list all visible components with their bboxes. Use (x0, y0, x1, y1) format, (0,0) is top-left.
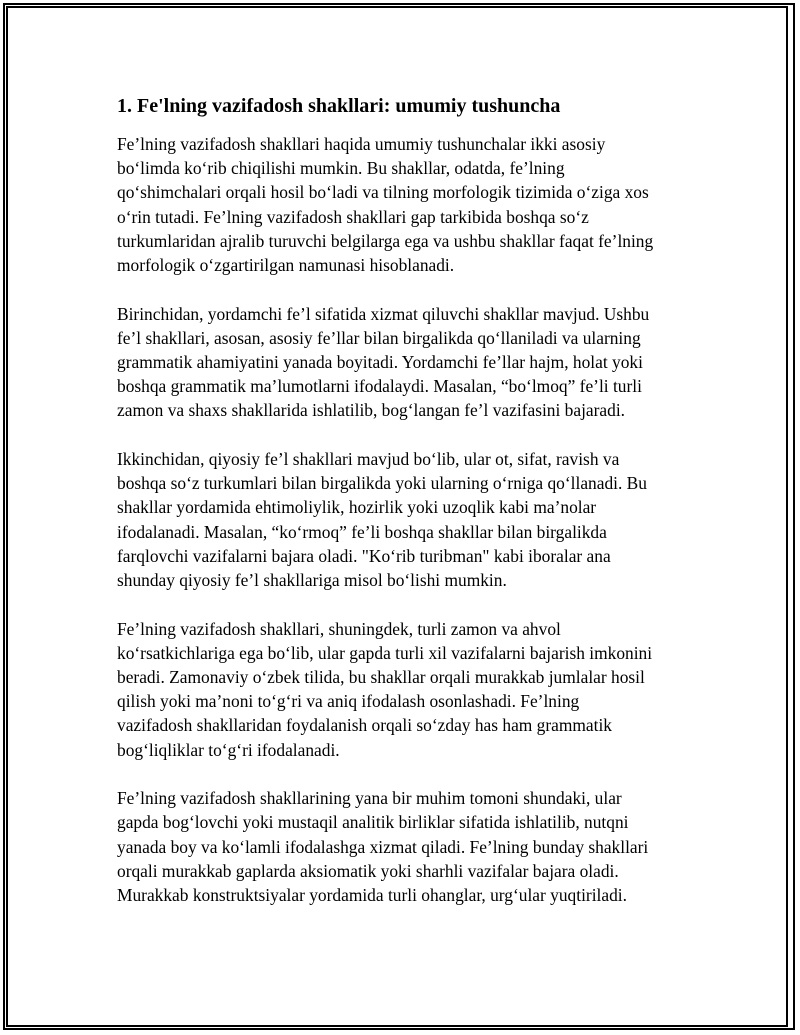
text-line: gapda bog‘lovchi yoki mustaqil analitik birliklar sifatida ishlatilib, nutqni (117, 812, 629, 833)
text-line: Fe’lning vazifadosh shakllari haqida umumiy tushunchalar ikki asosiy (117, 134, 606, 154)
text-line: turkumlaridan ajralib turuvchi belgilarga ega va ushbu shakllar faqat fe’lning (117, 230, 654, 251)
text-line: fe’l shakllari, asosan, asosiy fe’llar bilan birgalikda qo‘llaniladi va ularning (117, 327, 641, 348)
text-line: ifodalanadi. Masalan, “ko‘rmoq” fe’li boshqa shakllar bilan birgalikda (117, 521, 607, 542)
text-line: ko‘rsatkichlariga ega bo‘lib, ular gapda turli xil vazifalarni bajarish imkonini (117, 642, 653, 663)
paragraph-3 (117, 447, 690, 592)
text-line: o‘rin tutadi. Fe’lning vazifadosh shakllari gap tarkibida boshqa so‘z (117, 206, 589, 227)
text-line: qo‘shimchalari orqali hosil bo‘ladi va tilning morfologik tizimida o‘ziga xos (117, 182, 649, 203)
text-line: vazifadosh shakllaridan foydalanish orqali so‘zday has ham grammatik (117, 715, 612, 736)
text-line: boshqa so‘z turkumlari bilan birgalikda yoki ularning o‘rniga qo‘llanadi. Bu (117, 473, 647, 494)
text-line: Birinchidan, yordamchi fe’l sifatida xizmat qiluvchi shakllar mavjud. Ushbu (117, 303, 650, 324)
text-line: boshqa grammatik ma’lumotlarni ifodalaydi. Masalan, “bo‘lmoq” fe’li turli (117, 376, 642, 397)
text-line: Ikkinchidan, qiyosiy fe’l shakllari mavjud bo‘lib, ular ot, sifat, ravish va (117, 449, 620, 470)
paragraph-5 (117, 786, 690, 907)
paragraph-1 (117, 132, 690, 277)
text-line: bog‘liqliklar to‘g‘ri ifodalanadi. (117, 739, 340, 760)
paragraph-4 (117, 617, 690, 762)
text-line: Fe’lning vazifadosh shakllari, shuningdek, turli zamon va ahvol (117, 618, 561, 639)
text-line: farqlovchi vazifalarni bajara oladi. "Ko‘rib turibman" kabi iboralar ana (117, 545, 611, 566)
page-title: 1. Fe'lning vazifadosh shakllari: umumiy tushuncha (117, 95, 561, 117)
text-line: grammatik ahamiyatini yanada boyitadi. Yordamchi fe’llar hajm, holat yoki (117, 352, 643, 373)
document-body (117, 92, 690, 932)
text-line: orqali murakkab gaplarda aksiomatik yoki sharhli vazifalar bajara oladi. (117, 860, 619, 881)
text-line: Fe’lning vazifadosh shakllarining yana bir muhim tomoni shundaki, ular (117, 788, 622, 809)
text-line: qilish yoki ma’noni to‘g‘ri va aniq ifodalash osonlashadi. Fe’lning (117, 691, 580, 712)
text-line: morfologik o‘zgartirilgan namunasi hisoblanadi. (117, 255, 455, 276)
text-line: zamon va shaxs shakllarida ishlatilib, bog‘langan fe’l vazifasini bajaradi. (117, 400, 626, 421)
text-line: yanada boy va ko‘lamli ifodalashga xizmat qiladi. Fe’lning bunday shakllari (117, 836, 649, 857)
text-line: bo‘limda ko‘rib chiqilishi mumkin. Bu shakllar, odatda, fe’lning (117, 158, 565, 179)
paragraph-2 (117, 302, 690, 423)
text-line: shakllar yordamida ehtimoliylik, hozirlik yoki uzoqlik kabi ma’nolar (117, 497, 597, 518)
text-line: beradi. Zamonaviy o‘zbek tilida, bu shakllar orqali murakkab jumlalar hosil (117, 667, 645, 688)
text-line: Murakkab konstruktsiyalar yordamida turli ohanglar, urg‘ular yuqtiriladi. (117, 885, 627, 906)
text-line: shunday qiyosiy fe’l shakllariga misol bo‘lishi mumkin. (117, 570, 507, 591)
